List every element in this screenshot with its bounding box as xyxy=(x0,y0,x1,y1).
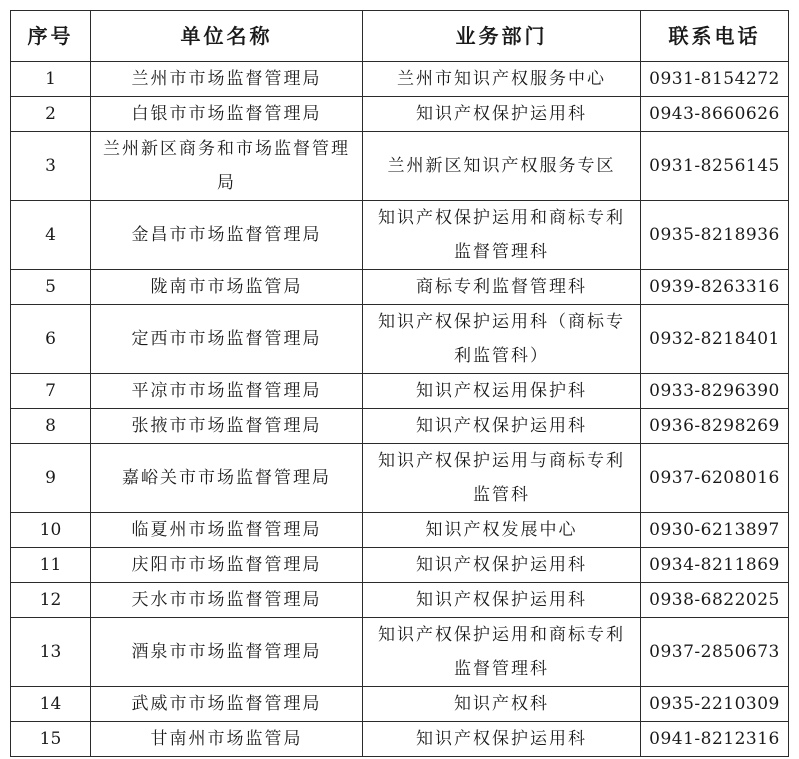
row-no: 3 xyxy=(11,132,91,201)
row-phone: 0937-2850673 xyxy=(641,618,789,687)
table-row xyxy=(11,548,789,583)
table-row xyxy=(11,62,789,97)
row-dept: 知识产权运用保护科 xyxy=(363,374,641,409)
header-dept: 业务部门 xyxy=(363,11,641,62)
row-dept: 知识产权发展中心 xyxy=(363,513,641,548)
row-phone: 0941-8212316 xyxy=(641,722,789,757)
row-phone: 0933-8296390 xyxy=(641,374,789,409)
row-unit: 庆阳市市场监督管理局 xyxy=(91,548,363,583)
row-no: 14 xyxy=(11,687,91,722)
table-row xyxy=(11,305,789,374)
row-unit: 白银市市场监督管理局 xyxy=(91,97,363,132)
contact-table-container xyxy=(10,10,789,757)
row-dept: 知识产权科 xyxy=(363,687,641,722)
row-unit: 天水市市场监督管理局 xyxy=(91,583,363,618)
row-dept: 商标专利监督管理科 xyxy=(363,270,641,305)
row-unit: 甘南州市场监管局 xyxy=(91,722,363,757)
row-phone: 0931-8154272 xyxy=(641,62,789,97)
row-no: 4 xyxy=(11,201,91,270)
row-phone: 0935-8218936 xyxy=(641,201,789,270)
row-phone: 0932-8218401 xyxy=(641,305,789,374)
row-dept: 兰州新区知识产权服务专区 xyxy=(363,132,641,201)
table-row xyxy=(11,618,789,687)
row-dept: 知识产权保护运用科（商标专利监管科） xyxy=(363,305,641,374)
row-dept: 知识产权保护运用科 xyxy=(363,97,641,132)
row-unit: 酒泉市市场监督管理局 xyxy=(91,618,363,687)
row-phone: 0937-6208016 xyxy=(641,444,789,513)
header-phone: 联系电话 xyxy=(641,11,789,62)
row-dept: 知识产权保护运用和商标专利监督管理科 xyxy=(363,618,641,687)
table-row xyxy=(11,374,789,409)
row-phone: 0938-6822025 xyxy=(641,583,789,618)
row-phone: 0931-8256145 xyxy=(641,132,789,201)
row-dept: 知识产权保护运用与商标专利监管科 xyxy=(363,444,641,513)
table-row xyxy=(11,722,789,757)
row-phone: 0943-8660626 xyxy=(641,97,789,132)
row-unit: 兰州新区商务和市场监督管理局 xyxy=(91,132,363,201)
row-no: 5 xyxy=(11,270,91,305)
row-phone: 0939-8263316 xyxy=(641,270,789,305)
row-dept: 知识产权保护运用科 xyxy=(363,722,641,757)
row-unit: 平凉市市场监督管理局 xyxy=(91,374,363,409)
row-dept: 知识产权保护运用和商标专利监督管理科 xyxy=(363,201,641,270)
header-unit: 单位名称 xyxy=(91,11,363,62)
row-phone: 0930-6213897 xyxy=(641,513,789,548)
row-unit: 嘉峪关市市场监督管理局 xyxy=(91,444,363,513)
row-no: 11 xyxy=(11,548,91,583)
table-row xyxy=(11,687,789,722)
row-unit: 武威市市场监督管理局 xyxy=(91,687,363,722)
row-phone: 0936-8298269 xyxy=(641,409,789,444)
table-row xyxy=(11,513,789,548)
row-no: 6 xyxy=(11,305,91,374)
table-row xyxy=(11,132,789,201)
table-row xyxy=(11,583,789,618)
contact-table xyxy=(10,10,789,757)
row-no: 15 xyxy=(11,722,91,757)
table-header-row xyxy=(11,11,789,62)
table-row xyxy=(11,201,789,270)
row-phone: 0934-8211869 xyxy=(641,548,789,583)
table-row xyxy=(11,270,789,305)
row-dept: 知识产权保护运用科 xyxy=(363,409,641,444)
table-row xyxy=(11,444,789,513)
row-phone: 0935-2210309 xyxy=(641,687,789,722)
row-no: 2 xyxy=(11,97,91,132)
row-no: 10 xyxy=(11,513,91,548)
row-unit: 陇南市市场监管局 xyxy=(91,270,363,305)
header-no: 序号 xyxy=(11,11,91,62)
row-dept: 知识产权保护运用科 xyxy=(363,548,641,583)
row-unit: 张掖市市场监督管理局 xyxy=(91,409,363,444)
row-no: 12 xyxy=(11,583,91,618)
row-unit: 定西市市场监督管理局 xyxy=(91,305,363,374)
table-row xyxy=(11,409,789,444)
row-unit: 兰州市市场监督管理局 xyxy=(91,62,363,97)
table-row xyxy=(11,97,789,132)
row-dept: 知识产权保护运用科 xyxy=(363,583,641,618)
row-no: 8 xyxy=(11,409,91,444)
row-unit: 金昌市市场监督管理局 xyxy=(91,201,363,270)
row-unit: 临夏州市场监督管理局 xyxy=(91,513,363,548)
row-no: 9 xyxy=(11,444,91,513)
row-no: 13 xyxy=(11,618,91,687)
row-no: 7 xyxy=(11,374,91,409)
row-no: 1 xyxy=(11,62,91,97)
row-dept: 兰州市知识产权服务中心 xyxy=(363,62,641,97)
